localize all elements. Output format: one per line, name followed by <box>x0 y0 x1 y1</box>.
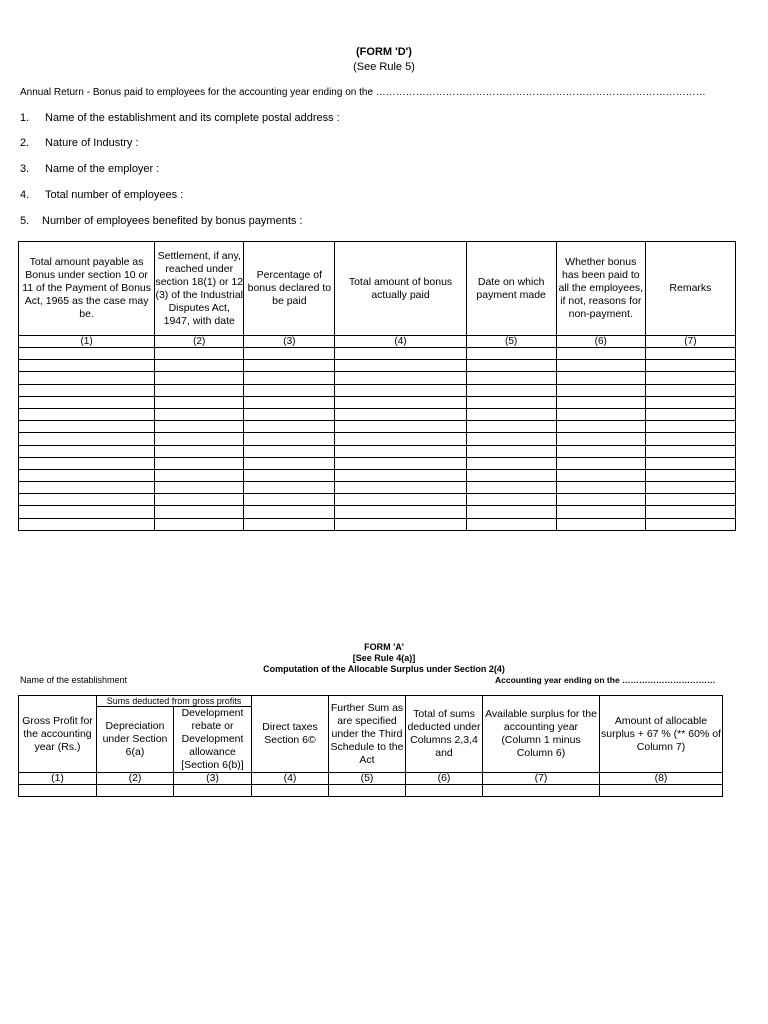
blank-cell <box>244 494 335 506</box>
blank-cell <box>556 360 645 372</box>
blank-cell <box>335 384 466 396</box>
blank-row <box>19 384 736 396</box>
header-whether-paid: Whether bonus has been paid to all the employees, if not, reasons for non-payment. <box>556 242 645 336</box>
blank-cell <box>466 372 556 384</box>
column-number: (7) <box>645 336 735 348</box>
blank-row <box>19 457 736 469</box>
blank-cell <box>466 433 556 445</box>
blank-cell <box>466 506 556 518</box>
blank-cell <box>335 518 466 530</box>
column-number: (6) <box>556 336 645 348</box>
item-number: 3. <box>20 163 30 175</box>
item-number: 1. <box>20 112 30 124</box>
blank-cell <box>335 348 466 360</box>
header-further-sum: Further Sum as are specified under the Third Schedule to the Act <box>329 696 406 773</box>
column-number: (3) <box>174 773 252 785</box>
blank-cell <box>155 384 244 396</box>
blank-cell <box>155 494 244 506</box>
blank-cell <box>645 482 735 494</box>
blank-cell <box>556 457 645 469</box>
blank-cell <box>556 433 645 445</box>
blank-cell <box>19 433 155 445</box>
blank-rows <box>19 348 736 531</box>
annual-return-line: Annual Return - Bonus paid to employees for the accounting year ending on the ……………………………………………………………………………………… <box>20 87 706 98</box>
blank-cell <box>466 518 556 530</box>
blank-cell <box>645 506 735 518</box>
blank-row <box>19 408 736 420</box>
column-number: (1) <box>19 336 155 348</box>
blank-cell <box>155 372 244 384</box>
item-number: 4. <box>20 189 30 201</box>
blank-cell <box>335 506 466 518</box>
blank-row <box>19 421 736 433</box>
allocable-surplus-table <box>18 695 723 797</box>
blank-cell <box>244 469 335 481</box>
blank-cell <box>466 408 556 420</box>
blank-cell <box>335 482 466 494</box>
blank-cell <box>466 469 556 481</box>
header-settlement: Settlement, if any, reached under section 18(1) or 12 (3) of the Industrial Disputes Act, 1947, with date <box>155 242 244 336</box>
blank-cell <box>244 384 335 396</box>
blank-cell <box>244 408 335 420</box>
item-establishment: Name of the establishment and its complete postal address : <box>45 112 340 124</box>
blank-cell <box>155 518 244 530</box>
header-date-paid: Date on which payment made <box>466 242 556 336</box>
header-total-deducted: Total of sums deducted under Columns 2,3,4 and <box>406 696 483 773</box>
item-employees-benefited: Number of employees benefited by bonus payments : <box>42 215 303 227</box>
column-number: (2) <box>155 336 244 348</box>
blank-cell <box>19 506 155 518</box>
header-total-payable: Total amount payable as Bonus under section 10 or 11 of the Payment of Bonus Act, 1965 as the case may be. <box>19 242 155 336</box>
blank-cell <box>155 421 244 433</box>
blank-row <box>19 785 723 797</box>
blank-cell <box>19 408 155 420</box>
header-available-surplus: Available surplus for the accounting year (Column 1 minus Column 6) <box>483 696 600 773</box>
blank-cell <box>645 518 735 530</box>
blank-cell <box>244 348 335 360</box>
blank-cell <box>645 408 735 420</box>
blank-cell <box>645 384 735 396</box>
blank-cell <box>466 494 556 506</box>
blank-cell <box>466 396 556 408</box>
blank-cell <box>556 396 645 408</box>
blank-row <box>19 433 736 445</box>
blank-cell <box>19 518 155 530</box>
blank-cell <box>335 494 466 506</box>
header-percentage: Percentage of bonus declared to be paid <box>244 242 335 336</box>
blank-cell <box>335 421 466 433</box>
blank-cell <box>155 408 244 420</box>
blank-cell <box>19 384 155 396</box>
blank-cell <box>244 396 335 408</box>
blank-cell <box>466 360 556 372</box>
blank-cell <box>329 785 406 797</box>
column-number: (5) <box>329 773 406 785</box>
header-direct-taxes: Direct taxes Section 6© <box>252 696 329 773</box>
blank-cell <box>556 506 645 518</box>
blank-cell <box>19 348 155 360</box>
blank-cell <box>556 421 645 433</box>
blank-cell <box>244 360 335 372</box>
blank-row <box>19 482 736 494</box>
blank-cell <box>645 360 735 372</box>
blank-cell <box>252 785 329 797</box>
blank-cell <box>155 360 244 372</box>
blank-cell <box>466 457 556 469</box>
blank-cell <box>19 360 155 372</box>
column-number: (2) <box>97 773 174 785</box>
blank-cell <box>335 408 466 420</box>
blank-row <box>19 396 736 408</box>
blank-cell <box>466 482 556 494</box>
blank-cell <box>19 421 155 433</box>
blank-cell <box>19 372 155 384</box>
blank-cell <box>155 457 244 469</box>
blank-cell <box>466 421 556 433</box>
blank-cell <box>335 360 466 372</box>
blank-cell <box>155 482 244 494</box>
blank-cell <box>19 785 97 797</box>
blank-cell <box>556 482 645 494</box>
blank-cell <box>174 785 252 797</box>
blank-cell <box>335 396 466 408</box>
blank-cell <box>645 494 735 506</box>
header-gross-profit: Gross Profit for the accounting year (Rs.) <box>19 696 97 773</box>
column-number: (7) <box>483 773 600 785</box>
header-development-rebate: Development rebate or Development allowance [Section 6(b)] <box>174 707 252 773</box>
blank-cell <box>155 433 244 445</box>
blank-row <box>19 445 736 457</box>
column-number: (4) <box>252 773 329 785</box>
blank-cell <box>19 457 155 469</box>
bonus-table <box>18 241 736 531</box>
blank-cell <box>335 433 466 445</box>
form-d-title: (FORM 'D') <box>356 46 412 58</box>
blank-cell <box>483 785 600 797</box>
blank-cell <box>556 445 645 457</box>
form-a-subtitle: Computation of the Allocable Surplus under Section 2(4) <box>263 664 505 674</box>
blank-cell <box>645 433 735 445</box>
blank-cell <box>466 348 556 360</box>
blank-cell <box>155 506 244 518</box>
blank-cell <box>645 372 735 384</box>
blank-cell <box>155 396 244 408</box>
blank-cell <box>19 396 155 408</box>
blank-cell <box>466 384 556 396</box>
blank-row <box>19 506 736 518</box>
blank-row <box>19 518 736 530</box>
blank-cell <box>19 494 155 506</box>
blank-cell <box>244 372 335 384</box>
form-d-rule: (See Rule 5) <box>353 61 415 73</box>
item-total-employees: Total number of employees : <box>45 189 184 201</box>
blank-cell <box>556 494 645 506</box>
accounting-year-label: Accounting year ending on the …………………………… <box>495 675 716 685</box>
blank-cell <box>155 348 244 360</box>
blank-cell <box>335 469 466 481</box>
blank-cell <box>244 445 335 457</box>
blank-cell <box>556 408 645 420</box>
blank-cell <box>556 384 645 396</box>
blank-cell <box>244 482 335 494</box>
blank-cell <box>645 421 735 433</box>
blank-cell <box>244 518 335 530</box>
header-depreciation: Depreciation under Section 6(a) <box>97 707 174 773</box>
item-number: 5. <box>20 215 30 227</box>
blank-row <box>19 360 736 372</box>
form-a-title: FORM 'A' <box>364 642 404 652</box>
blank-cell <box>155 445 244 457</box>
blank-cell <box>97 785 174 797</box>
blank-cell <box>244 506 335 518</box>
column-number: (6) <box>406 773 483 785</box>
column-number: (5) <box>466 336 556 348</box>
header-remarks: Remarks <box>645 242 735 336</box>
blank-cell <box>466 445 556 457</box>
blank-row <box>19 372 736 384</box>
blank-cell <box>335 372 466 384</box>
blank-cell <box>556 469 645 481</box>
blank-cell <box>244 457 335 469</box>
column-number: (8) <box>600 773 723 785</box>
blank-cell <box>406 785 483 797</box>
blank-cell <box>335 445 466 457</box>
blank-cell <box>335 457 466 469</box>
blank-cell <box>645 396 735 408</box>
blank-cell <box>645 469 735 481</box>
header-amount-paid: Total amount of bonus actually paid <box>335 242 466 336</box>
blank-row <box>19 348 736 360</box>
item-nature-of-industry: Nature of Industry : <box>45 137 139 149</box>
blank-cell <box>244 421 335 433</box>
blank-row <box>19 469 736 481</box>
header-allocable-surplus: Amount of allocable surplus + 67 % (** 60% of Column 7) <box>600 696 723 773</box>
blank-cell <box>19 469 155 481</box>
form-a-rule: [See Rule 4(a)] <box>352 653 416 663</box>
group-header-sums-deducted: Sums deducted from gross profits <box>97 696 252 707</box>
blank-cell <box>645 445 735 457</box>
column-number: (1) <box>19 773 97 785</box>
blank-cell <box>556 348 645 360</box>
item-number: 2. <box>20 137 30 149</box>
blank-cell <box>600 785 723 797</box>
blank-cell <box>244 433 335 445</box>
blank-cell <box>155 469 244 481</box>
blank-cell <box>19 445 155 457</box>
column-number: (3) <box>244 336 335 348</box>
blank-cell <box>556 518 645 530</box>
blank-cell <box>19 482 155 494</box>
blank-cell <box>645 348 735 360</box>
blank-cell <box>556 372 645 384</box>
item-employer: Name of the employer : <box>45 163 160 175</box>
establishment-label: Name of the establishment <box>20 675 128 685</box>
blank-cell <box>645 457 735 469</box>
column-number: (4) <box>335 336 466 348</box>
blank-row <box>19 494 736 506</box>
